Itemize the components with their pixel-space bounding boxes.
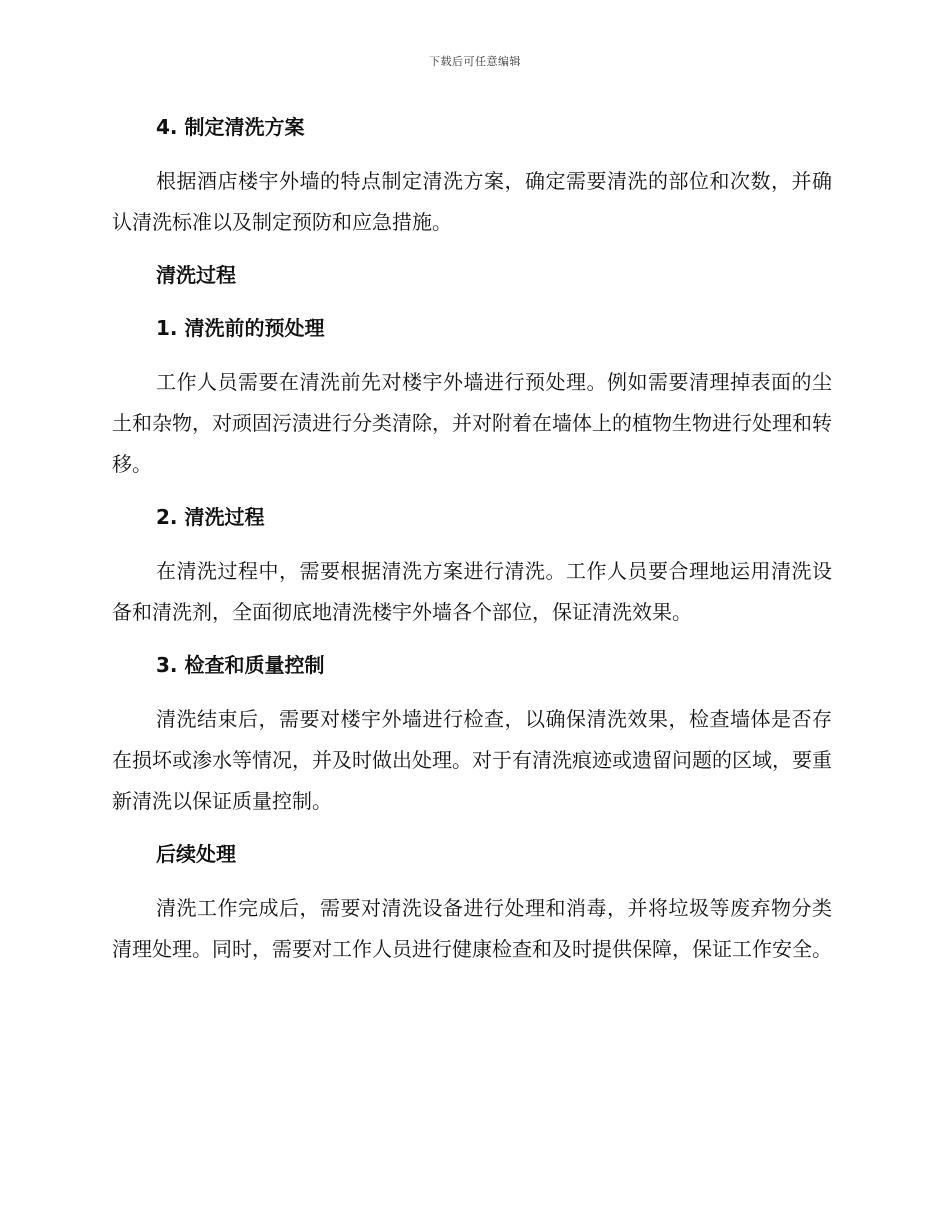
section-heading-pretreatment: 1. 清洗前的预处理 xyxy=(156,316,325,340)
paragraph-inspection: 清洗结束后，需要对楼宇外墙进行检查，以确保清洗效果，检查墙体是否存在损坏或渗水等情况，并及时做出处理。对于有清洗痕迹或遗留问题的区域，要重新清洗以保证质量控制。 xyxy=(112,707,832,813)
section-heading-plan: 4. 制定清洗方案 xyxy=(156,115,305,139)
paragraph-plan: 根据酒店楼宇外墙的特点制定清洗方案，确定需要清洗的部位和次数，并确认清洗标准以及制定预防和应急措施。 xyxy=(112,169,832,234)
section-heading-cleaning: 2. 清洗过程 xyxy=(156,505,265,529)
header-note: 下载后可任意编辑 xyxy=(429,55,521,68)
section-heading-followup: 后续处理 xyxy=(156,842,236,866)
paragraph-followup: 清洗工作完成后，需要对清洗设备进行处理和消毒，并将垃圾等废弃物分类清理处理。同时，需要对工作人员进行健康检查和及时提供保障，保证工作安全。 xyxy=(112,896,832,961)
section-heading-inspection: 3. 检查和质量控制 xyxy=(156,653,325,677)
paragraph-cleaning: 在清洗过程中，需要根据清洗方案进行清洗。工作人员要合理地运用清洗设备和清洗剂，全面彻底地清洗楼宇外墙各个部位，保证清洗效果。 xyxy=(112,559,832,624)
section-heading-process: 清洗过程 xyxy=(156,263,236,287)
paragraph-pretreatment: 工作人员需要在清洗前先对楼宇外墙进行预处理。例如需要清理掉表面的尘土和杂物，对顽固污渍进行分类清除，并对附着在墙体上的植物生物进行处理和转移。 xyxy=(112,370,832,476)
document-body xyxy=(112,108,832,983)
